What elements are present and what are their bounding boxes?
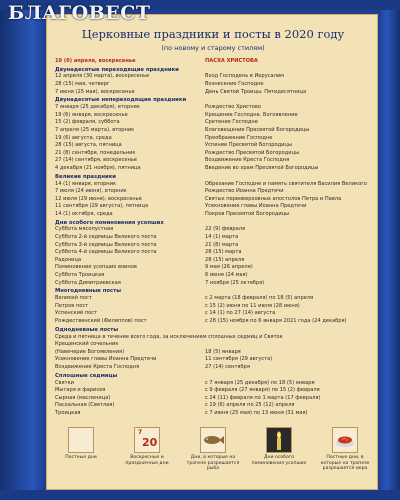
row-left-text: Рождественский (Филиппов) пост (55, 318, 147, 325)
section-heading: Дни особого поминовения усопших (55, 219, 164, 226)
calendar-page (46, 14, 378, 490)
row-right-text: Усекновение главы Иоанна Предтечи (205, 203, 307, 210)
easter-date: 19 (6) апреля, воскресенье (55, 57, 136, 64)
row-right-text: 22 (9) февраля (205, 226, 246, 233)
row-right-text: 11 сентября (29 августа) (205, 356, 273, 363)
row-left-text: Успенский пост (55, 310, 98, 317)
calendar-row (55, 141, 373, 149)
section-heading: Однодневные посты (55, 326, 119, 333)
row-right-text: 6 июня (24 мая) (205, 272, 248, 279)
row-right-text: 9 мая (26 апреля) (205, 264, 253, 271)
row-left-text: 19 (6) января, воскресенье (55, 111, 128, 118)
section-heading: Двунадесятые переходящие праздники (55, 66, 179, 73)
row-right-text: Воздвижение Креста Господня (205, 157, 290, 164)
row-left-text: 7 июня (25 мая), воскресенье (55, 88, 135, 95)
row-left-text: Радоница (55, 256, 82, 263)
calendar-row (55, 80, 373, 88)
row-left-text: Великий пост (55, 295, 92, 302)
row-right-text: с 7 июня (25 мая) по 13 июня (31 мая) (205, 409, 308, 416)
row-right-text: Введение во храм Пресвятой Богородицы (205, 164, 319, 171)
row-left-text: 12 апреля (30 марта), воскресенье (55, 73, 150, 80)
row-right-text: с 19 (6) апреля по 25 (12) апреля (205, 402, 295, 409)
easter-name: ПАСХА ХРИСТОВА (205, 57, 258, 64)
calendar-row (55, 379, 373, 387)
row-left-text: 7 июля (24 июня), вторник (55, 188, 127, 195)
calendar-row (55, 256, 373, 264)
calendar-row (55, 356, 373, 364)
calendar-row (55, 111, 373, 119)
row-left-text: 11 сентября (29 августа), пятница (55, 203, 149, 210)
calendar-row (55, 279, 373, 287)
row-left-text: Суббота 4-й седмицы Великого поста (55, 249, 157, 256)
watermark: БЛАГОВЕСТ (8, 2, 151, 24)
row-left-text: Петров пост (55, 302, 89, 309)
calendar-row (55, 126, 373, 134)
calendar-small-number: 7 (138, 429, 143, 436)
legend-label: Постные дни (65, 455, 97, 460)
row-left-text: Суббота 3-й седмицы Великого поста (55, 241, 157, 248)
section-heading: Многодневные посты (55, 288, 122, 295)
row-left-text: 4 декабря (21 ноября), пятница (55, 164, 141, 171)
blank-day-icon (68, 427, 94, 453)
row-right-text: 7 ноября (25 октября) (205, 279, 265, 286)
legend-item (185, 427, 241, 472)
easter-row (55, 57, 373, 65)
calendar-row (55, 294, 373, 302)
row-right-text: с 2 марта (18 февраля) по 18 (5) апреля (205, 295, 314, 302)
row-left-text: Усекновение главы Иоанна Предтечи (55, 356, 157, 363)
legend-label: Дни особого поминовения усопших (251, 455, 307, 466)
calendar-row (55, 180, 373, 188)
calendar-row (55, 409, 373, 417)
calendar-row (55, 386, 373, 394)
row-right-text: Преображение Господне (205, 134, 273, 141)
calendar-row (55, 195, 373, 203)
row-left-text: 15 (2) февраля, суббота (55, 119, 120, 126)
left-blue-border (0, 0, 46, 500)
calendar-row (55, 233, 373, 241)
calendar-row (55, 157, 373, 165)
row-left-text: Суббота мясопустная (55, 226, 114, 233)
calendar-row (55, 310, 373, 318)
calendar-number-icon (134, 427, 160, 453)
calendar-row (55, 203, 373, 211)
row-left-text: Воздвижение Креста Господня (55, 363, 140, 370)
row-right-text: Вознесение Господне (205, 80, 264, 87)
row-right-text: 18 (5) января (205, 348, 241, 355)
row-right-text: 14 (1) марта (205, 234, 239, 241)
calendar-row (55, 119, 373, 127)
row-right-text: Покров Пресвятой Богородицы (205, 210, 290, 217)
row-right-text: День Святой Троицы. Пятидесятница (205, 88, 307, 95)
calendar-row (55, 340, 373, 348)
row-left-text: 14 (1) октября, среда (55, 210, 113, 217)
calendar-row (55, 394, 373, 402)
row-right-text: 27 (14) сентября (205, 363, 250, 370)
row-right-text: Сретение Господне (205, 119, 258, 126)
row-right-text: 21 (8) марта (205, 241, 239, 248)
calendar-content (55, 57, 373, 417)
calendar-row (55, 317, 373, 325)
section-heading: Великие праздники (55, 173, 117, 180)
page-subtitle: (по новому и старому стилям) (161, 44, 265, 52)
row-right-text: Рождество Христово (205, 104, 261, 111)
calendar-row (55, 88, 373, 96)
row-right-text: 28 (15) марта (205, 249, 242, 256)
row-right-text: Успение Пресвятой Богородицы (205, 142, 292, 149)
calendar-row (55, 264, 373, 272)
row-right-text: с 14 (1) по 27 (14) августа (205, 310, 276, 317)
row-left-text: Троицкая (55, 409, 81, 416)
row-left-text: Поминовение усопших воинов (55, 264, 137, 271)
row-left-text: Суббота Димитриевская (55, 279, 121, 286)
fish-icon (200, 427, 226, 453)
calendar-big-number: 20 (142, 436, 158, 449)
row-right-text: с 28 (15) ноября по 6 января 2021 года (24 декабря) (205, 318, 347, 325)
legend-item (317, 427, 373, 472)
calendar-row (55, 164, 373, 172)
row-right-text: Обрезание Господне и память святителя Василия Великого (205, 180, 368, 187)
row-right-text: Рождество Пресвятой Богородицы (205, 149, 300, 156)
calendar-row (55, 149, 373, 157)
calendar-row (55, 226, 373, 234)
calendar-row (55, 302, 373, 310)
calendar-row (55, 210, 373, 218)
row-left-text: Суббота 2-й седмицы Великого поста (55, 234, 157, 241)
calendar-row (55, 241, 373, 249)
section-heading: Двунадесятые непереходящие праздники (55, 97, 187, 104)
legend-item (119, 427, 175, 472)
row-left-text: Пасхальная (Светлая) (55, 402, 115, 409)
caviar-icon (332, 427, 358, 453)
calendar-row (55, 73, 373, 81)
row-right-text: Рождество Иоанна Предтечи (205, 188, 284, 195)
calendar-row (55, 271, 373, 279)
row-left-text: Суббота Троицкая (55, 272, 105, 279)
row-left-text: 12 июля (29 июня), воскресенье (55, 195, 142, 202)
row-right-text: Вход Господень в Иерусалим (205, 73, 284, 80)
row-left-text: 27 (14) сентября, воскресенье (55, 157, 137, 164)
legend-item (251, 427, 307, 472)
row-right-text: Крещение Господне. Богоявление (205, 111, 298, 118)
calendar-row (55, 363, 373, 371)
row-left-text: 7 апреля (25 марта), вторник (55, 126, 135, 133)
row-left-text: Крещенский сочельник (55, 341, 119, 348)
calendar-row (55, 402, 373, 410)
right-blue-border (378, 0, 400, 500)
calendar-row (55, 187, 373, 195)
calendar-row (55, 348, 373, 356)
bottom-blue-border (0, 490, 400, 500)
row-left-text: (Навечерие Богоявления) (55, 348, 125, 355)
row-left-text: Сырная (масленица) (55, 394, 111, 401)
row-right-text: Благовещение Пресвятой Богородицы (205, 126, 310, 133)
row-left-text: 7 января (25 декабря), вторник (55, 104, 140, 111)
calendar-row (55, 248, 373, 256)
calendar-row (55, 134, 373, 142)
row-right-text: 28 (15) апреля (205, 256, 245, 263)
calendar-row (55, 103, 373, 111)
row-left-text: Мытаря и фарисея (55, 387, 106, 394)
legend (53, 427, 373, 472)
row-left-text: 19 (6) августа, среда (55, 134, 112, 141)
row-left-text: 28 (15) мая, четверг (55, 80, 110, 87)
calendar-row (55, 333, 373, 341)
row-right-text: с 24 (11) февраля по 1 марта (17 февраля) (205, 394, 321, 401)
row-left-text: 14 (1) января, вторник (55, 180, 117, 187)
legend-item (53, 427, 109, 472)
page-title: Церковные праздники и посты в 2020 году (81, 27, 345, 41)
row-right-text: с 7 января (25 декабря) по 18 (5) января (205, 379, 315, 386)
row-left-text: 28 (15) августа, пятница (55, 142, 122, 149)
candle-icon (266, 427, 292, 453)
legend-label: Постные дни, в которые на трапезе разрешается икра (320, 455, 370, 472)
section-heading: Сплошные седмицы (55, 372, 118, 379)
legend-label: Дни, в которые на трапезе разрешается рыба (186, 455, 240, 472)
row-left-text: Святки (55, 379, 74, 386)
row-left-text: Среда и пятница в течение всего года, за исключением сплошных седмиц и Святок (55, 333, 283, 340)
row-left-text: 21 (8) сентября, понедельник (55, 149, 136, 156)
legend-label: Воскресные и праздничные дни (125, 455, 169, 466)
row-right-text: с 9 февраля (27 января) по 15 (2) февраля (205, 387, 320, 394)
row-right-text: Святых первоверховных апостолов Петра и Павла (205, 195, 342, 202)
row-right-text: с 15 (2) июня по 11 июля (28 июня) (205, 302, 300, 309)
